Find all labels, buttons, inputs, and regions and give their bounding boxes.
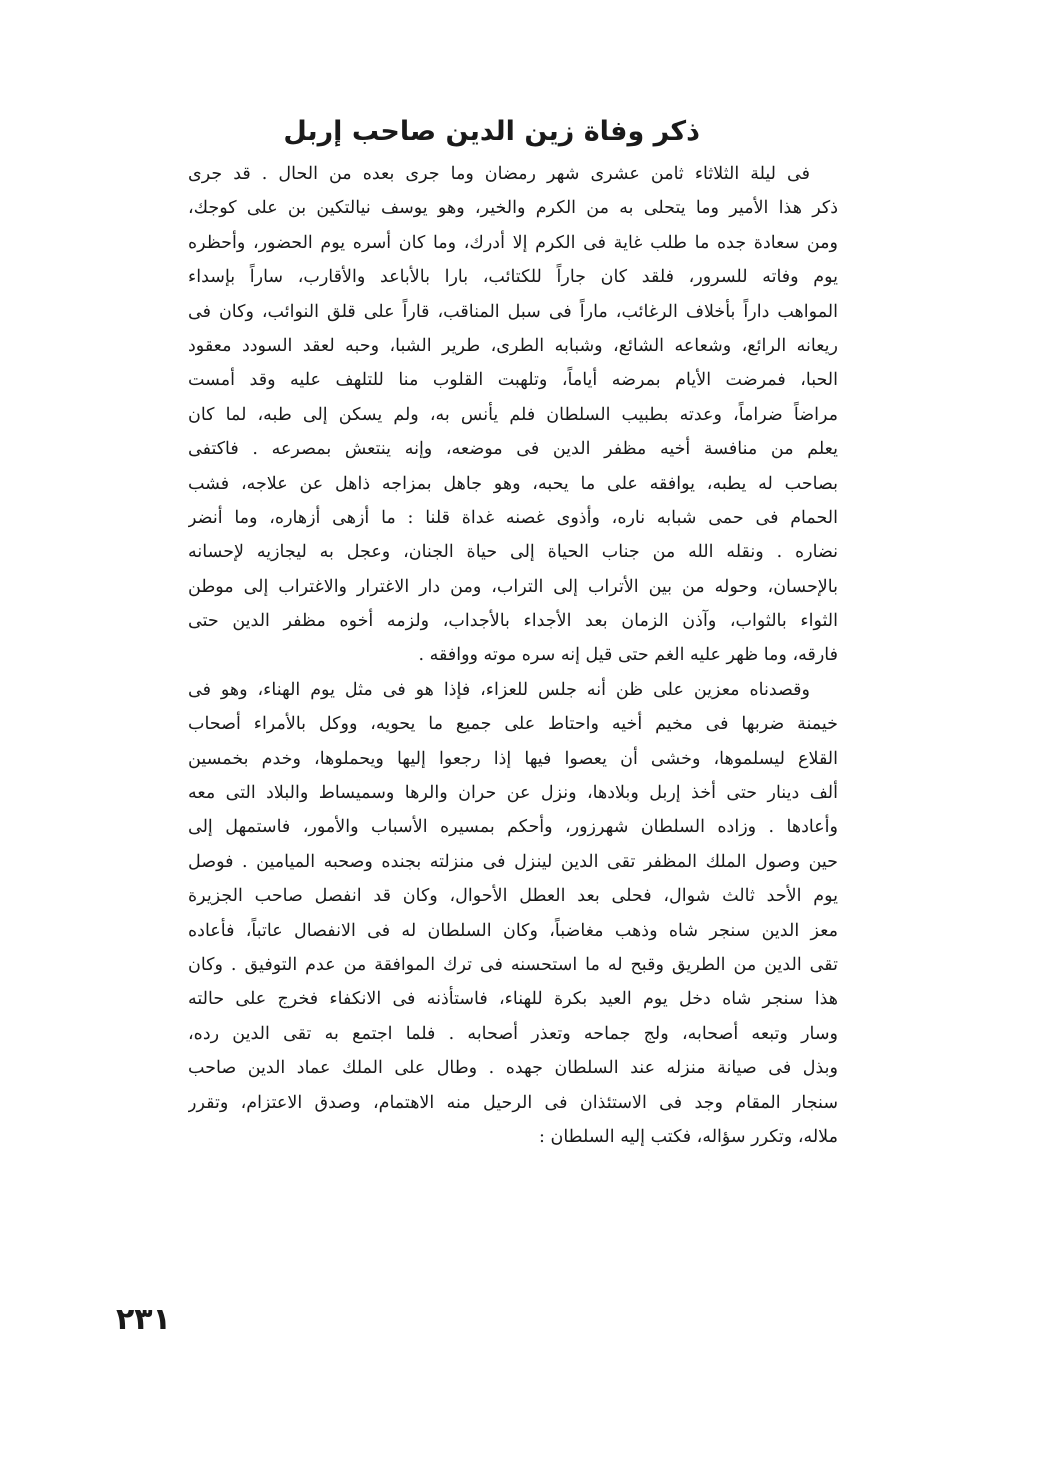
text-line: بالإحسان، وحوله من بين الأتراب إلى التراب، ومن دار الاغترار والاغتراب إلى موطن: [188, 576, 838, 597]
text-line: الثواء بالثواب، وآذن الزمان بعد الأجداء بالأجداب، ولزمه أخوه مظفر الدين حتى: [188, 611, 838, 632]
text-line: حين وصول الملك المظفر تقى الدين لينزل فى منزلته بجنده وصحبه الميامين . فوصل: [188, 851, 838, 872]
text-line: ألف دينار حتى أخذ إربل وبلادها، ونزل عن حران والرها وسميساط والبلاد التى معه: [188, 783, 838, 804]
text-line: ذكر هذا الأمير وما يتحلى به من الكرم والخير، وهو يوسف نيالتكين بن على كوجك،: [188, 198, 838, 219]
text-line: الحبا، فمرضت الأيام بمرضه أياماً، وتلهبت القلوب منا للتلهف عليه وقد أمست: [188, 370, 838, 391]
text-line: وقصدناه معزين على ظن أنه جلس للعزاء، فإذا هو فى مثل يوم الهناء، وهو فى: [188, 679, 810, 700]
text-line: وسار وتبعه أصحابه، ولج جماحه وتعذر أصحابه . فلما اجتمع به تقى الدين رده،: [188, 1023, 838, 1044]
text-line: خيمنة ضربها فى مخيم أخيه واحتاط على جميع ما يحويه، ووكل بالأمراء أصحاب: [188, 714, 838, 735]
chapter-heading: ذكر وفاة زين الدين صاحب إربل: [283, 116, 700, 147]
text-line: القلاع ليسلموها، وخشى أن يعصوا فيها إذا رجعوا إليها ويحملوها، وخدم بخمسين: [188, 748, 838, 769]
text-line: نضاره . ونقله الله من جناب الحياة إلى حياة الجنان، وعجل به ليجازيه لإحسانه: [188, 542, 838, 563]
text-line: ملاله، وتكرر سؤاله، فكتب إليه السلطان :: [539, 1126, 838, 1147]
text-line: تقى الدين من الطريق وقبح له ما استحسنه فى ترك الموافقة من عدم التوفيق . وكان: [188, 954, 838, 975]
body-text: [188, 157, 838, 1154]
text-line: معز الدين سنجر شاه وذهب مغاضباً، وكان السلطان له فى الانفصال عاتباً، فأعاده: [188, 920, 838, 941]
text-line: ومن سعادة جده ما طلب غاية فى الكرم إلا أدرك، وما كان أسره يوم الحضور، وأحظره: [188, 232, 838, 253]
page-number: ٢٣١: [116, 1302, 171, 1337]
text-line: بصاحب له يطبه، يوافقه على ما يحبه، وهو جاهل بمزاجه ذاهل عن علاجه، فشب: [188, 473, 838, 494]
text-line: فى ليلة الثلاثاء ثامن عشرى شهر رمضان وما جرى بعده من الحال . قد جرى: [188, 164, 810, 184]
text-line: سنجار المقام وجد فى الاستئذان فى الرحيل منه الاهتمام، وصدق الاعتزام، وتقرر: [188, 1092, 838, 1113]
text-line: المواهب داراً بأخلاف الرغائب، ماراً فى سبل المناقب، قاراً على قلق النوائب، وكان فى: [188, 301, 838, 322]
text-line: هذا سنجر شاه دخل يوم العيد بكرة للهناء، فاستأذنه فى الانكفاء فخرج على حالته: [188, 989, 838, 1010]
text-line: يعلم من منافسة أخيه مظفر الدين فى موضعه، وإنه ينتعش بمصرعه . فاكتفى: [188, 439, 838, 460]
text-line: مراضاً ضراماً، وعدته بطبيب السلطان فلم يأنس به، ولم يسكن إلى طبه، لما كان: [188, 404, 838, 425]
text-line: وبذل فى صيانة منزله عند السلطان جهده . وطال على الملك عماد الدين صاحب: [188, 1058, 838, 1079]
text-line: فارقه، وما ظهر عليه الغم حتى قيل إنه سره موته ووافقه .: [418, 645, 838, 666]
text-line: وأعادها . وزاده السلطان شهرزور، وأحكم بمسيره الأسباب والأمور، فاستمهل إلى: [188, 817, 838, 838]
text-line: الحمام فى حمى شبابه ناره، وأذوى غصنه غداة قلنا : ما أزهى أزهاره، وما أنضر: [188, 507, 838, 528]
text-line: يوم الأحد ثالث شوال، فحلى بعد العطل الأحوال، وكان قد انفصل صاحب الجزيرة: [188, 886, 838, 907]
text-line: يوم وفاته للسرور، فلقد كان جاراً للكتائب، بارا بالأباعد والأقارب، ساراً بإسداء: [188, 267, 838, 288]
text-line: ريعانه الرائع، وشعاعه الشائع، وشبابه الطرى، طرير الشبا، وحبه لعقد السودد معقود: [188, 335, 838, 356]
